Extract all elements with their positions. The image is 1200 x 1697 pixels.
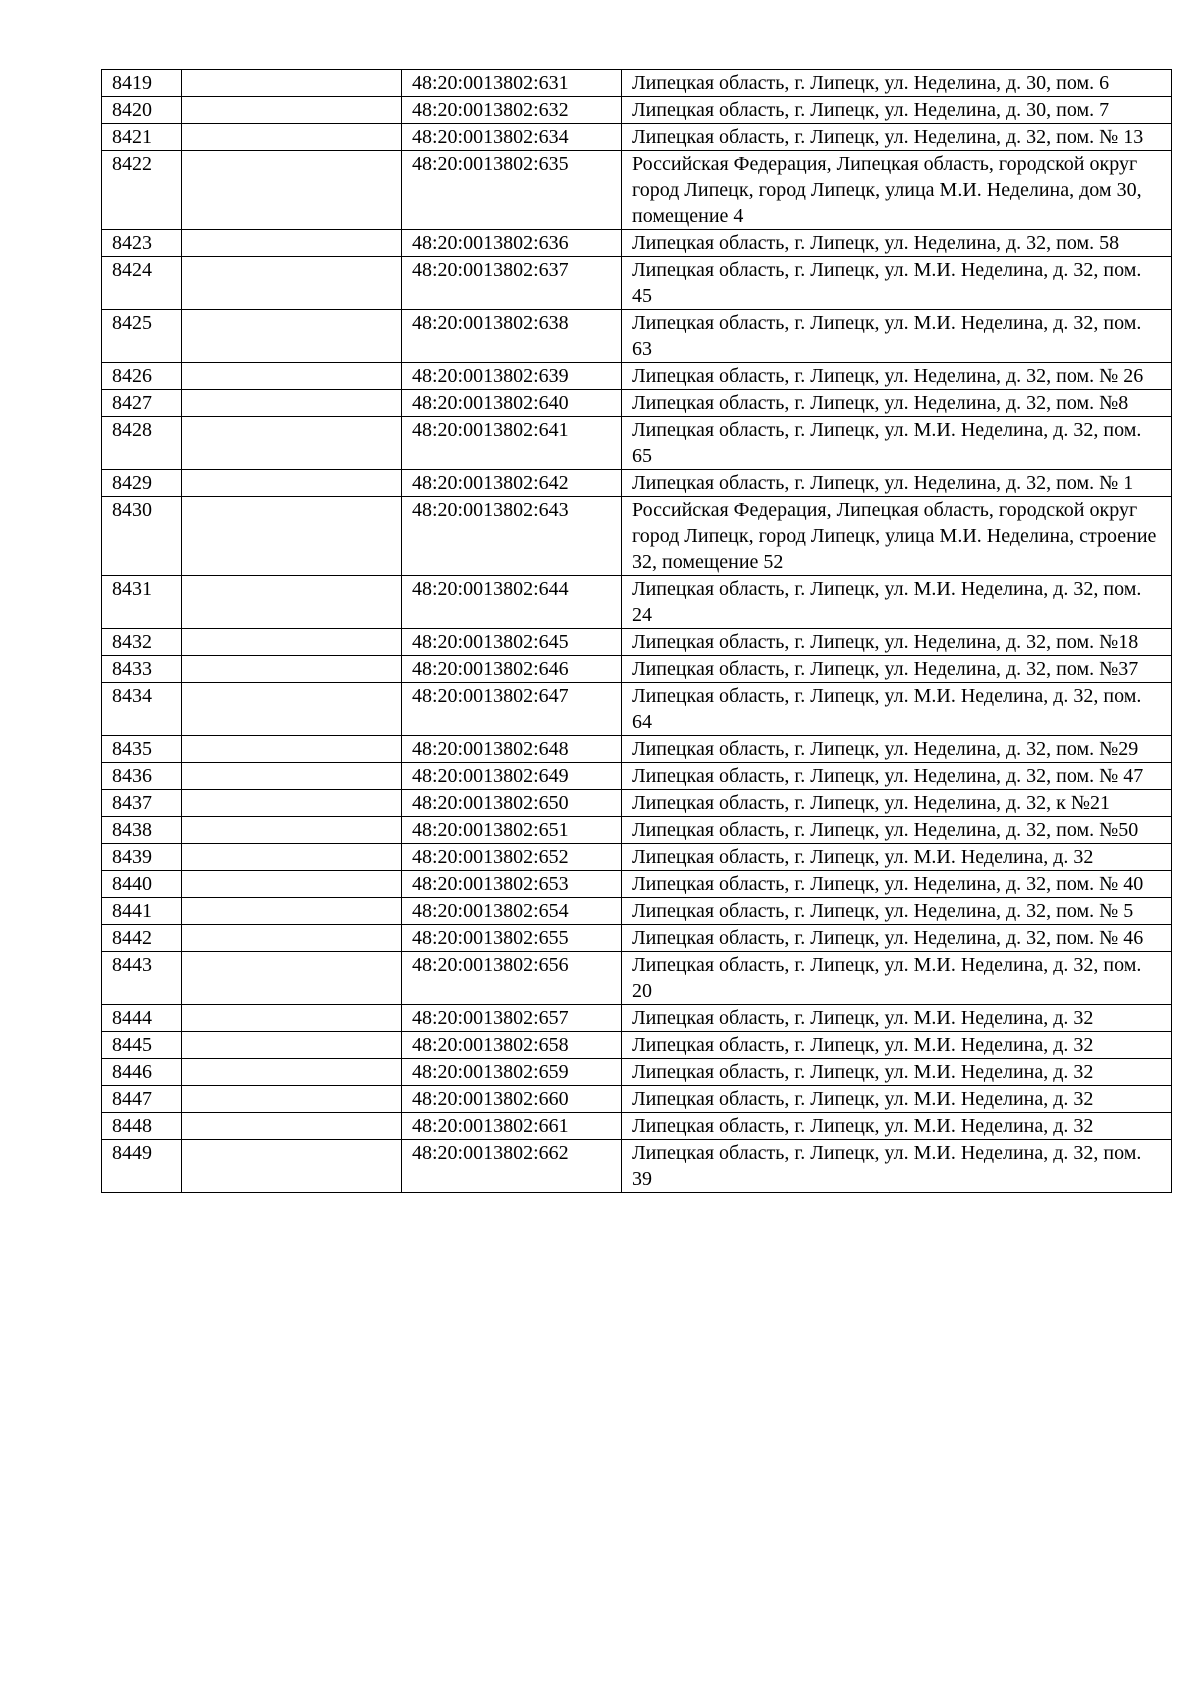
row-number-cell: 8433 — [102, 656, 182, 683]
blank-cell — [182, 898, 402, 925]
cadastral-number-cell: 48:20:0013802:641 — [402, 417, 622, 470]
blank-cell — [182, 1032, 402, 1059]
row-number-cell: 8443 — [102, 952, 182, 1005]
row-number-cell: 8425 — [102, 310, 182, 363]
row-number-cell: 8445 — [102, 1032, 182, 1059]
blank-cell — [182, 817, 402, 844]
row-number-cell: 8419 — [102, 70, 182, 97]
blank-cell — [182, 1113, 402, 1140]
row-number-cell: 8444 — [102, 1005, 182, 1032]
table-row — [102, 844, 1172, 871]
blank-cell — [182, 736, 402, 763]
address-cell: Липецкая область, г. Липецк, ул. М.И. Неделина, д. 32 — [622, 1005, 1172, 1032]
table-row — [102, 576, 1172, 629]
row-number-cell: 8429 — [102, 470, 182, 497]
cadastral-number-cell: 48:20:0013802:631 — [402, 70, 622, 97]
blank-cell — [182, 363, 402, 390]
row-number-cell: 8421 — [102, 124, 182, 151]
table-row — [102, 97, 1172, 124]
row-number-cell: 8448 — [102, 1113, 182, 1140]
address-cell: Липецкая область, г. Липецк, ул. Неделина, д. 32, пом. № 46 — [622, 925, 1172, 952]
cadastral-number-cell: 48:20:0013802:655 — [402, 925, 622, 952]
row-number-cell: 8434 — [102, 683, 182, 736]
cadastral-number-cell: 48:20:0013802:645 — [402, 629, 622, 656]
row-number-cell: 8423 — [102, 230, 182, 257]
address-cell: Липецкая область, г. Липецк, ул. Неделина, д. 30, пом. 7 — [622, 97, 1172, 124]
table-row — [102, 124, 1172, 151]
table-row — [102, 817, 1172, 844]
address-cell: Липецкая область, г. Липецк, ул. М.И. Неделина, д. 32, пом. 45 — [622, 257, 1172, 310]
cadastral-number-cell: 48:20:0013802:636 — [402, 230, 622, 257]
blank-cell — [182, 925, 402, 952]
row-number-cell: 8436 — [102, 763, 182, 790]
table-row — [102, 390, 1172, 417]
row-number-cell: 8437 — [102, 790, 182, 817]
address-cell: Липецкая область, г. Липецк, ул. Неделина, д. 32, пом. №50 — [622, 817, 1172, 844]
address-cell: Липецкая область, г. Липецк, ул. Неделина, д. 32, пом. № 26 — [622, 363, 1172, 390]
blank-cell — [182, 97, 402, 124]
blank-cell — [182, 70, 402, 97]
cadastral-number-cell: 48:20:0013802:651 — [402, 817, 622, 844]
cadastral-number-cell: 48:20:0013802:647 — [402, 683, 622, 736]
table-row — [102, 683, 1172, 736]
blank-cell — [182, 230, 402, 257]
row-number-cell: 8431 — [102, 576, 182, 629]
cadastral-number-cell: 48:20:0013802:654 — [402, 898, 622, 925]
property-registry-table — [101, 69, 1172, 1193]
address-cell: Липецкая область, г. Липецк, ул. Неделина, д. 30, пом. 6 — [622, 70, 1172, 97]
cadastral-number-cell: 48:20:0013802:634 — [402, 124, 622, 151]
document-page — [101, 69, 1171, 1193]
table-row — [102, 925, 1172, 952]
table-row — [102, 1005, 1172, 1032]
address-cell: Липецкая область, г. Липецк, ул. Неделина, д. 32, к №21 — [622, 790, 1172, 817]
blank-cell — [182, 952, 402, 1005]
address-cell: Липецкая область, г. Липецк, ул. М.И. Неделина, д. 32, пом. 39 — [622, 1140, 1172, 1193]
cadastral-number-cell: 48:20:0013802:639 — [402, 363, 622, 390]
address-cell: Липецкая область, г. Липецк, ул. М.И. Неделина, д. 32 — [622, 1059, 1172, 1086]
row-number-cell: 8435 — [102, 736, 182, 763]
address-cell: Липецкая область, г. Липецк, ул. Неделина, д. 32, пом. № 1 — [622, 470, 1172, 497]
cadastral-number-cell: 48:20:0013802:644 — [402, 576, 622, 629]
cadastral-number-cell: 48:20:0013802:652 — [402, 844, 622, 871]
row-number-cell: 8447 — [102, 1086, 182, 1113]
row-number-cell: 8439 — [102, 844, 182, 871]
row-number-cell: 8424 — [102, 257, 182, 310]
blank-cell — [182, 763, 402, 790]
address-cell: Липецкая область, г. Липецк, ул. Неделина, д. 32, пом. №29 — [622, 736, 1172, 763]
address-cell: Липецкая область, г. Липецк, ул. Неделина, д. 32, пом. № 13 — [622, 124, 1172, 151]
blank-cell — [182, 629, 402, 656]
address-cell: Липецкая область, г. Липецк, ул. М.И. Неделина, д. 32, пом. 24 — [622, 576, 1172, 629]
blank-cell — [182, 576, 402, 629]
table-row — [102, 1113, 1172, 1140]
cadastral-number-cell: 48:20:0013802:656 — [402, 952, 622, 1005]
table-row — [102, 871, 1172, 898]
cadastral-number-cell: 48:20:0013802:660 — [402, 1086, 622, 1113]
cadastral-number-cell: 48:20:0013802:649 — [402, 763, 622, 790]
blank-cell — [182, 871, 402, 898]
cadastral-number-cell: 48:20:0013802:643 — [402, 497, 622, 576]
address-cell: Липецкая область, г. Липецк, ул. Неделина, д. 32, пом. № 40 — [622, 871, 1172, 898]
table-row — [102, 1059, 1172, 1086]
address-cell: Липецкая область, г. Липецк, ул. М.И. Неделина, д. 32, пом. 65 — [622, 417, 1172, 470]
cadastral-number-cell: 48:20:0013802:638 — [402, 310, 622, 363]
table-row — [102, 470, 1172, 497]
blank-cell — [182, 390, 402, 417]
table-row — [102, 497, 1172, 576]
blank-cell — [182, 683, 402, 736]
blank-cell — [182, 1059, 402, 1086]
row-number-cell: 8420 — [102, 97, 182, 124]
blank-cell — [182, 1140, 402, 1193]
cadastral-number-cell: 48:20:0013802:648 — [402, 736, 622, 763]
cadastral-number-cell: 48:20:0013802:650 — [402, 790, 622, 817]
blank-cell — [182, 844, 402, 871]
cadastral-number-cell: 48:20:0013802:658 — [402, 1032, 622, 1059]
blank-cell — [182, 124, 402, 151]
row-number-cell: 8438 — [102, 817, 182, 844]
table-row — [102, 656, 1172, 683]
address-cell: Российская Федерация, Липецкая область, городской округ город Липецк, город Липецк, улица М.И. Неделина, дом 30, помещение 4 — [622, 151, 1172, 230]
address-cell: Липецкая область, г. Липецк, ул. М.И. Неделина, д. 32 — [622, 1113, 1172, 1140]
row-number-cell: 8422 — [102, 151, 182, 230]
blank-cell — [182, 1086, 402, 1113]
table-row — [102, 952, 1172, 1005]
cadastral-number-cell: 48:20:0013802:653 — [402, 871, 622, 898]
address-cell: Российская Федерация, Липецкая область, городской округ город Липецк, город Липецк, улица М.И. Неделина, строение 32, помещение 52 — [622, 497, 1172, 576]
registry-table-body — [102, 70, 1172, 1193]
row-number-cell: 8446 — [102, 1059, 182, 1086]
row-number-cell: 8449 — [102, 1140, 182, 1193]
blank-cell — [182, 151, 402, 230]
row-number-cell: 8432 — [102, 629, 182, 656]
cadastral-number-cell: 48:20:0013802:662 — [402, 1140, 622, 1193]
cadastral-number-cell: 48:20:0013802:661 — [402, 1113, 622, 1140]
table-row — [102, 1086, 1172, 1113]
blank-cell — [182, 656, 402, 683]
cadastral-number-cell: 48:20:0013802:640 — [402, 390, 622, 417]
address-cell: Липецкая область, г. Липецк, ул. Неделина, д. 32, пом. № 47 — [622, 763, 1172, 790]
cadastral-number-cell: 48:20:0013802:659 — [402, 1059, 622, 1086]
table-row — [102, 417, 1172, 470]
table-row — [102, 898, 1172, 925]
address-cell: Липецкая область, г. Липецк, ул. М.И. Неделина, д. 32 — [622, 844, 1172, 871]
table-row — [102, 1140, 1172, 1193]
cadastral-number-cell: 48:20:0013802:657 — [402, 1005, 622, 1032]
row-number-cell: 8441 — [102, 898, 182, 925]
blank-cell — [182, 417, 402, 470]
blank-cell — [182, 470, 402, 497]
blank-cell — [182, 790, 402, 817]
blank-cell — [182, 257, 402, 310]
address-cell: Липецкая область, г. Липецк, ул. М.И. Неделина, д. 32 — [622, 1032, 1172, 1059]
table-row — [102, 629, 1172, 656]
cadastral-number-cell: 48:20:0013802:637 — [402, 257, 622, 310]
address-cell: Липецкая область, г. Липецк, ул. М.И. Неделина, д. 32, пом. 20 — [622, 952, 1172, 1005]
table-row — [102, 70, 1172, 97]
blank-cell — [182, 497, 402, 576]
address-cell: Липецкая область, г. Липецк, ул. Неделина, д. 32, пом. 58 — [622, 230, 1172, 257]
address-cell: Липецкая область, г. Липецк, ул. М.И. Неделина, д. 32, пом. 63 — [622, 310, 1172, 363]
row-number-cell: 8428 — [102, 417, 182, 470]
address-cell: Липецкая область, г. Липецк, ул. Неделина, д. 32, пом. №18 — [622, 629, 1172, 656]
row-number-cell: 8427 — [102, 390, 182, 417]
address-cell: Липецкая область, г. Липецк, ул. Неделина, д. 32, пом. №37 — [622, 656, 1172, 683]
row-number-cell: 8426 — [102, 363, 182, 390]
row-number-cell: 8430 — [102, 497, 182, 576]
table-row — [102, 363, 1172, 390]
blank-cell — [182, 310, 402, 363]
address-cell: Липецкая область, г. Липецк, ул. Неделина, д. 32, пом. №8 — [622, 390, 1172, 417]
table-row — [102, 230, 1172, 257]
row-number-cell: 8442 — [102, 925, 182, 952]
address-cell: Липецкая область, г. Липецк, ул. М.И. Неделина, д. 32 — [622, 1086, 1172, 1113]
table-row — [102, 736, 1172, 763]
address-cell: Липецкая область, г. Липецк, ул. Неделина, д. 32, пом. № 5 — [622, 898, 1172, 925]
table-row — [102, 1032, 1172, 1059]
cadastral-number-cell: 48:20:0013802:646 — [402, 656, 622, 683]
table-row — [102, 151, 1172, 230]
address-cell: Липецкая область, г. Липецк, ул. М.И. Неделина, д. 32, пом. 64 — [622, 683, 1172, 736]
table-row — [102, 257, 1172, 310]
table-row — [102, 790, 1172, 817]
cadastral-number-cell: 48:20:0013802:632 — [402, 97, 622, 124]
table-row — [102, 763, 1172, 790]
cadastral-number-cell: 48:20:0013802:635 — [402, 151, 622, 230]
blank-cell — [182, 1005, 402, 1032]
cadastral-number-cell: 48:20:0013802:642 — [402, 470, 622, 497]
table-row — [102, 310, 1172, 363]
row-number-cell: 8440 — [102, 871, 182, 898]
